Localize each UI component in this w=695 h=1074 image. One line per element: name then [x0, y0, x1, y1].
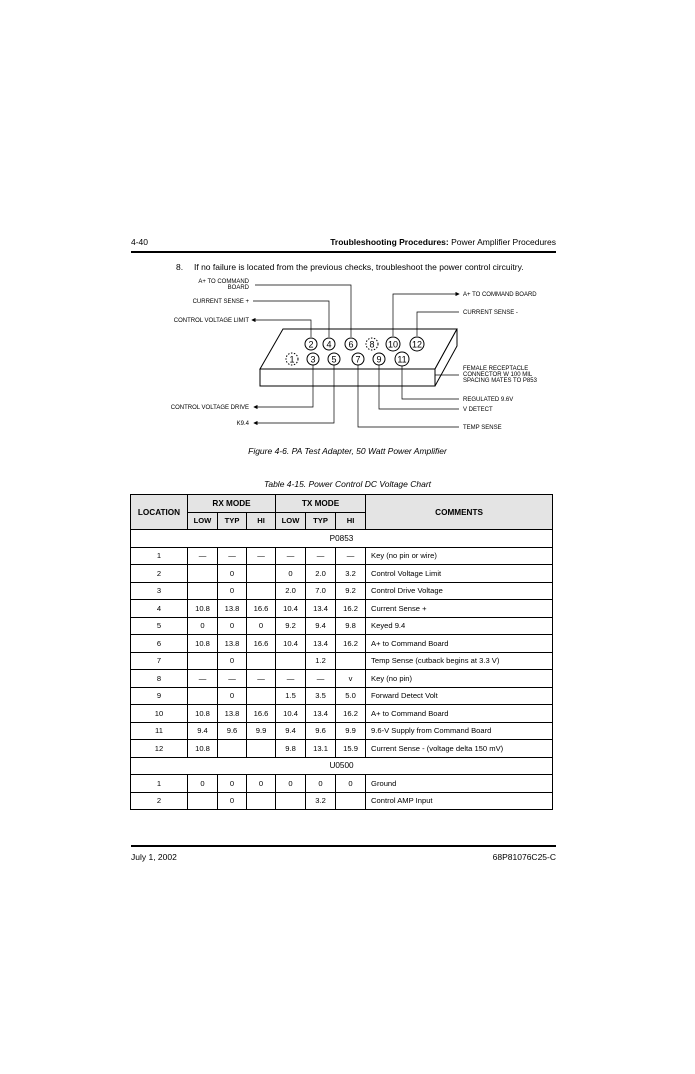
- cell-rx-low: 0: [188, 617, 218, 635]
- cell-rx-low: 10.8: [188, 600, 218, 618]
- pin-label-4: 4: [326, 339, 332, 350]
- pin-label-8: 8: [369, 339, 375, 350]
- voltage-chart-table: [130, 494, 553, 810]
- header-rx-hi: HI: [247, 512, 276, 530]
- cell-loc: 4: [131, 600, 188, 618]
- pin-label-6: 6: [348, 339, 354, 350]
- cell-comment: Key (no pin or wire): [366, 547, 553, 565]
- cell-tx-hi: 16.2: [336, 600, 366, 618]
- cell-rx-hi: 16.6: [247, 705, 276, 723]
- step-text: If no failure is located from the previous checks, troubleshoot the power control circuitry.: [194, 262, 524, 272]
- cell-tx-hi: 16.2: [336, 705, 366, 723]
- cell-loc: 5: [131, 617, 188, 635]
- cell-tx-low: 0: [276, 565, 306, 583]
- cell-tx-hi: [336, 652, 366, 670]
- label-control-voltage-drive: CONTROL VOLTAGE DRIVE: [170, 405, 249, 411]
- cell-rx-typ: 9.6: [218, 722, 247, 740]
- table-row: [131, 582, 553, 600]
- cell-rx-typ: —: [218, 670, 247, 688]
- cell-tx-low: 9.2: [276, 617, 306, 635]
- label-k94: K9.4: [236, 421, 249, 427]
- cell-tx-hi: 9.9: [336, 722, 366, 740]
- label-control-voltage-limit: CONTROL VOLTAGE LIMIT: [173, 318, 249, 324]
- label-female-receptacle-1: FEMALE RECEPTACLE: [463, 366, 529, 372]
- cell-tx-typ: 9.4: [306, 617, 336, 635]
- step-8: [176, 262, 524, 272]
- pa-test-adapter-figure: [165, 275, 555, 435]
- pin-label-12: 12: [411, 339, 423, 350]
- table-row: [131, 565, 553, 583]
- cell-rx-hi: —: [247, 670, 276, 688]
- cell-comment: Control Drive Voltage: [366, 582, 553, 600]
- label-a-plus-cmd-line2: BOARD: [227, 285, 249, 291]
- footer-date: July 1, 2002: [131, 852, 177, 862]
- label-current-sense-minus: CURRENT SENSE -: [463, 310, 518, 316]
- cell-tx-low: 1.5: [276, 687, 306, 705]
- cell-comment: Control AMP Input: [366, 792, 553, 810]
- label-female-receptacle-2: CONNECTOR W 100 MIL: [463, 372, 533, 378]
- cell-tx-typ: 13.4: [306, 600, 336, 618]
- cell-tx-hi: 0: [336, 775, 366, 793]
- cell-rx-hi: [247, 687, 276, 705]
- figure-caption: Figure 4-6. PA Test Adapter, 50 Watt Power Amplifier: [248, 446, 447, 456]
- cell-rx-typ: 0: [218, 617, 247, 635]
- cell-loc: 1: [131, 775, 188, 793]
- cell-rx-low: [188, 582, 218, 600]
- step-number: 8.: [176, 262, 184, 272]
- cell-rx-typ: 13.8: [218, 705, 247, 723]
- cell-comment: Temp Sense (cutback begins at 3.3 V): [366, 652, 553, 670]
- pin-label-1: 1: [289, 354, 295, 365]
- cell-tx-typ: 3.2: [306, 792, 336, 810]
- cell-tx-hi: v: [336, 670, 366, 688]
- cell-rx-hi: [247, 652, 276, 670]
- table-row: [131, 670, 553, 688]
- cell-rx-low: 10.8: [188, 740, 218, 758]
- table-row: [131, 600, 553, 618]
- cell-loc: 8: [131, 670, 188, 688]
- cell-loc: 12: [131, 740, 188, 758]
- table-caption: Table 4-15. Power Control DC Voltage Chart: [263, 479, 432, 489]
- cell-comment: Current Sense +: [366, 600, 553, 618]
- cell-rx-hi: 16.6: [247, 600, 276, 618]
- cell-loc: 2: [131, 565, 188, 583]
- cell-tx-typ: 13.4: [306, 705, 336, 723]
- pin-label-9: 9: [376, 354, 382, 365]
- cell-tx-typ: —: [306, 670, 336, 688]
- section-name: U0500: [131, 757, 553, 775]
- cell-rx-typ: [218, 740, 247, 758]
- cell-rx-low: 10.8: [188, 705, 218, 723]
- cell-tx-typ: 13.4: [306, 635, 336, 653]
- cell-tx-low: —: [276, 547, 306, 565]
- header-rule: [131, 251, 556, 253]
- cell-rx-hi: 0: [247, 617, 276, 635]
- label-v-detect: V DETECT: [463, 407, 493, 413]
- cell-tx-low: 10.4: [276, 635, 306, 653]
- cell-comment: Forward Detect Volt: [366, 687, 553, 705]
- cell-tx-low: [276, 792, 306, 810]
- cell-rx-hi: 9.9: [247, 722, 276, 740]
- cell-tx-low: 9.4: [276, 722, 306, 740]
- pin-label-3: 3: [310, 354, 316, 365]
- pin-label-5: 5: [331, 354, 337, 365]
- header-tx-hi: HI: [336, 512, 366, 530]
- cell-rx-hi: [247, 582, 276, 600]
- cell-rx-low: [188, 652, 218, 670]
- cell-rx-typ: 13.8: [218, 600, 247, 618]
- label-female-receptacle-3: SPACING MATES TO P853: [463, 378, 537, 384]
- cell-tx-typ: 13.1: [306, 740, 336, 758]
- page-number: 4-40: [131, 237, 149, 247]
- cell-tx-typ: 1.2: [306, 652, 336, 670]
- cell-comment: 9.6-V Supply from Command Board: [366, 722, 553, 740]
- header-location: LOCATION: [131, 495, 188, 530]
- cell-rx-hi: [247, 565, 276, 583]
- cell-loc: 2: [131, 792, 188, 810]
- cell-rx-typ: 0: [218, 582, 247, 600]
- cell-tx-hi: 15.9: [336, 740, 366, 758]
- header-rx-low: LOW: [188, 512, 218, 530]
- cell-loc: 9: [131, 687, 188, 705]
- table-row: [131, 547, 553, 565]
- cell-comment: Current Sense - (voltage delta 150 mV): [366, 740, 553, 758]
- table-row: [131, 635, 553, 653]
- cell-tx-low: 0: [276, 775, 306, 793]
- pin-label-11: 11: [397, 354, 407, 365]
- section-title-rest: Power Amplifier Procedures: [448, 237, 556, 247]
- cell-rx-low: 9.4: [188, 722, 218, 740]
- header-tx-typ: TYP: [306, 512, 336, 530]
- section-name: P0853: [131, 530, 553, 548]
- cell-tx-hi: 9.2: [336, 582, 366, 600]
- cell-rx-hi: [247, 740, 276, 758]
- cell-tx-hi: [336, 792, 366, 810]
- label-a-plus-cmd-right: A+ TO COMMAND BOARD: [463, 292, 537, 298]
- table-row: [131, 792, 553, 810]
- cell-rx-typ: 0: [218, 565, 247, 583]
- table-row: [131, 652, 553, 670]
- cell-comment: A+ to Command Board: [366, 705, 553, 723]
- cell-tx-typ: 9.6: [306, 722, 336, 740]
- label-regulated: REGULATED 9.6V: [463, 397, 514, 403]
- cell-rx-typ: 0: [218, 652, 247, 670]
- cell-rx-typ: 13.8: [218, 635, 247, 653]
- cell-tx-low: 2.0: [276, 582, 306, 600]
- cell-loc: 3: [131, 582, 188, 600]
- cell-tx-hi: —: [336, 547, 366, 565]
- cell-rx-hi: 0: [247, 775, 276, 793]
- cell-rx-typ: 0: [218, 687, 247, 705]
- cell-comment: Ground: [366, 775, 553, 793]
- footer-doc-number: 68P81076C25-C: [492, 852, 556, 862]
- cell-tx-low: 10.4: [276, 705, 306, 723]
- cell-rx-low: 0: [188, 775, 218, 793]
- label-temp-sense: TEMP SENSE: [463, 425, 502, 431]
- cell-rx-low: 10.8: [188, 635, 218, 653]
- cell-comment: Control Voltage Limit: [366, 565, 553, 583]
- header-rx-mode: RX MODE: [188, 495, 276, 513]
- cell-rx-typ: 0: [218, 792, 247, 810]
- label-a-plus-cmd-line1: A+ TO COMMAND: [198, 279, 249, 285]
- cell-tx-typ: 2.0: [306, 565, 336, 583]
- cell-tx-typ: 7.0: [306, 582, 336, 600]
- cell-tx-typ: 0: [306, 775, 336, 793]
- cell-loc: 11: [131, 722, 188, 740]
- cell-rx-low: —: [188, 547, 218, 565]
- header-rx-typ: TYP: [218, 512, 247, 530]
- footer-rule: [131, 845, 556, 847]
- cell-rx-low: [188, 792, 218, 810]
- header-tx-mode: TX MODE: [276, 495, 366, 513]
- cell-comment: A+ to Command Board: [366, 635, 553, 653]
- cell-tx-hi: 16.2: [336, 635, 366, 653]
- section-row: [131, 530, 553, 548]
- section-row: [131, 757, 553, 775]
- table-row: [131, 705, 553, 723]
- cell-tx-typ: 3.5: [306, 687, 336, 705]
- cell-tx-typ: —: [306, 547, 336, 565]
- cell-rx-hi: —: [247, 547, 276, 565]
- cell-loc: 1: [131, 547, 188, 565]
- table-body: [131, 530, 553, 810]
- section-title: [330, 237, 556, 247]
- pin-label-2: 2: [308, 339, 314, 350]
- cell-rx-hi: 16.6: [247, 635, 276, 653]
- cell-tx-hi: 3.2: [336, 565, 366, 583]
- cell-rx-typ: 0: [218, 775, 247, 793]
- cell-rx-low: [188, 565, 218, 583]
- cell-loc: 10: [131, 705, 188, 723]
- cell-comment: Keyed 9.4: [366, 617, 553, 635]
- pin-label-10: 10: [387, 339, 399, 350]
- cell-comment: Key (no pin): [366, 670, 553, 688]
- cell-loc: 7: [131, 652, 188, 670]
- cell-tx-hi: 9.8: [336, 617, 366, 635]
- cell-tx-low: [276, 652, 306, 670]
- cell-tx-hi: 5.0: [336, 687, 366, 705]
- cell-rx-typ: —: [218, 547, 247, 565]
- section-title-bold: Troubleshooting Procedures:: [330, 237, 449, 247]
- cell-tx-low: —: [276, 670, 306, 688]
- table-row: [131, 617, 553, 635]
- table-row: [131, 687, 553, 705]
- table-row: [131, 775, 553, 793]
- cell-rx-low: —: [188, 670, 218, 688]
- cell-tx-low: 9.8: [276, 740, 306, 758]
- cell-loc: 6: [131, 635, 188, 653]
- table-row: [131, 740, 553, 758]
- table-row: [131, 722, 553, 740]
- cell-rx-low: [188, 687, 218, 705]
- label-current-sense-plus: CURRENT SENSE +: [192, 299, 249, 305]
- cell-rx-hi: [247, 792, 276, 810]
- cell-tx-low: 10.4: [276, 600, 306, 618]
- header-comments: COMMENTS: [366, 495, 553, 530]
- pin-label-7: 7: [355, 354, 361, 365]
- header-tx-low: LOW: [276, 512, 306, 530]
